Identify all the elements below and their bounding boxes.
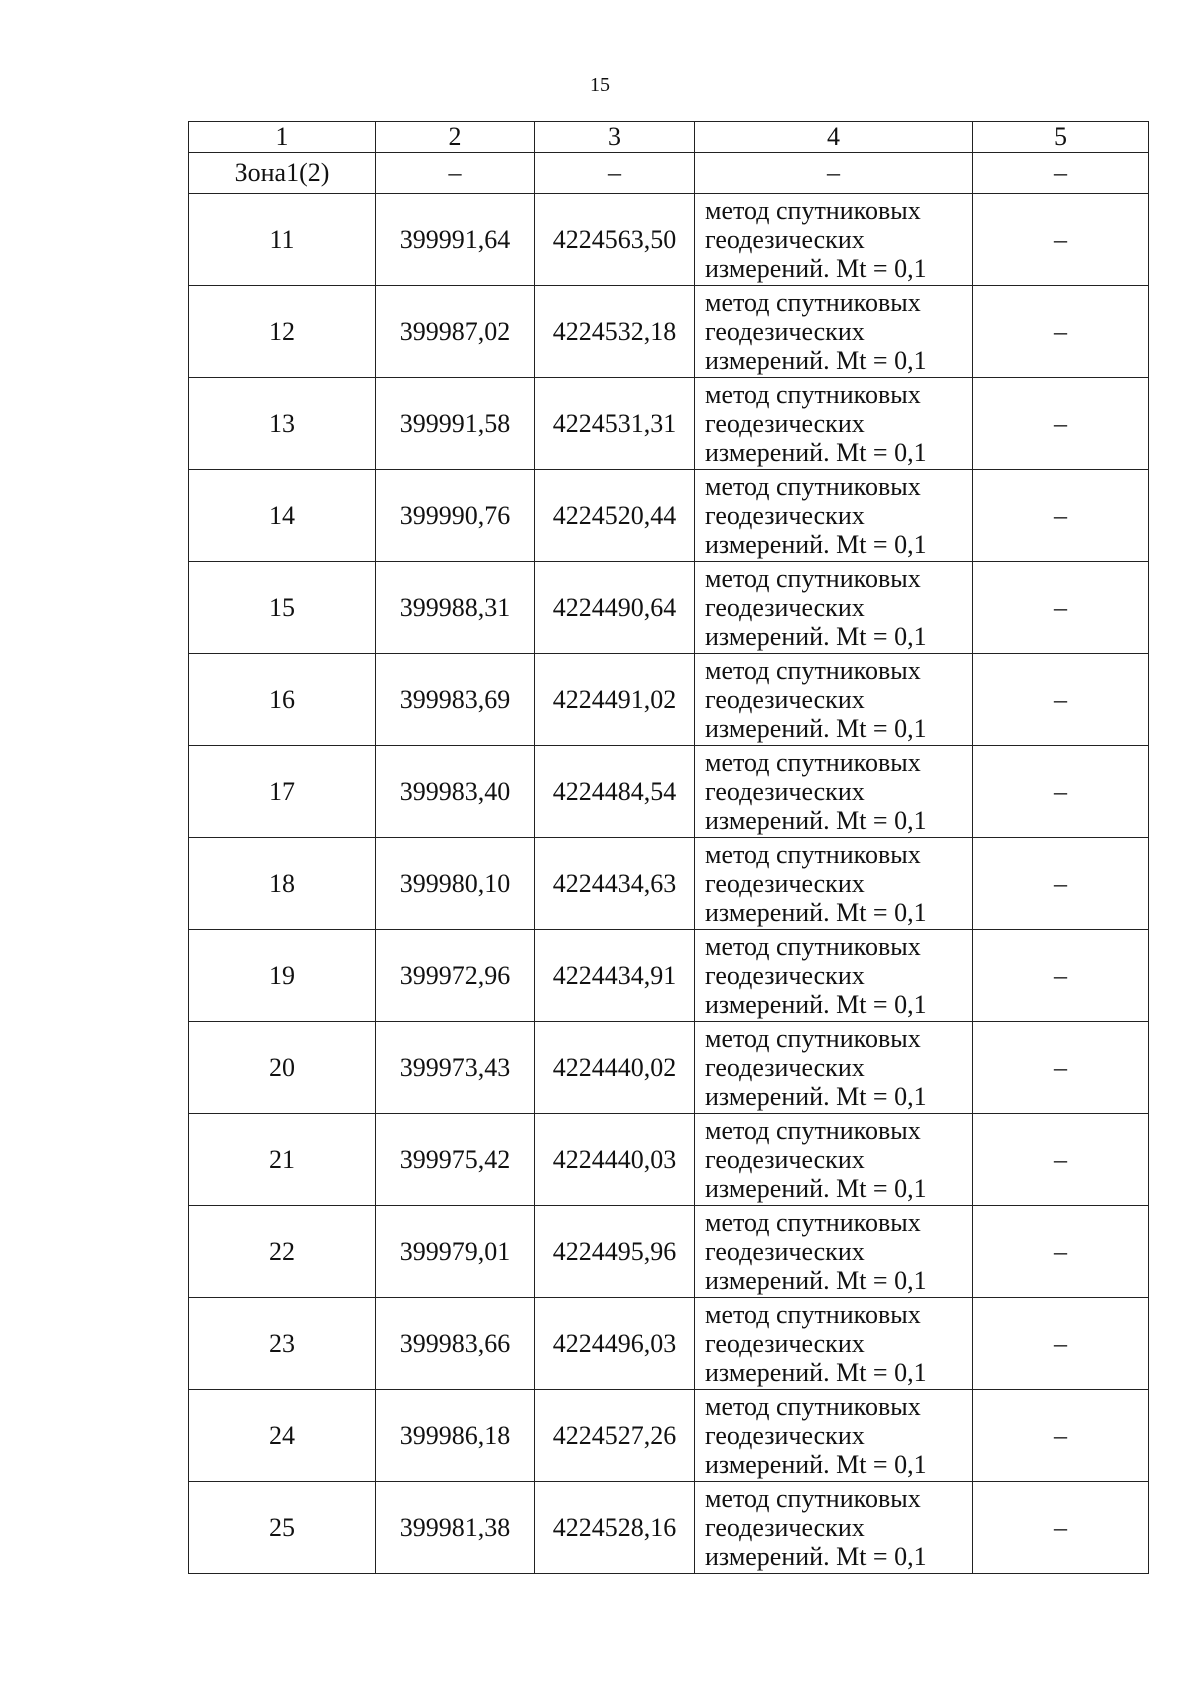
method-line: метод спутниковых [705,1208,921,1237]
description-cell: – [973,1390,1149,1482]
table-row [189,838,1149,930]
method-cell [695,194,973,286]
table-row [189,654,1149,746]
x-coordinate-cell: 399983,66 [376,1298,535,1390]
point-number-cell: 20 [189,1022,376,1114]
y-coordinate-cell: 4224484,54 [535,746,695,838]
y-coordinate-cell: 4224527,26 [535,1390,695,1482]
x-coordinate-cell: 399975,42 [376,1114,535,1206]
zone-cell: – [973,153,1149,194]
method-line: измерений. Mt = 0,1 [705,898,927,927]
method-line: измерений. Mt = 0,1 [705,990,927,1019]
x-coordinate-cell: 399972,96 [376,930,535,1022]
page-number: 15 [590,74,610,96]
method-cell [695,1390,973,1482]
y-coordinate-cell: 4224490,64 [535,562,695,654]
point-number-cell: 23 [189,1298,376,1390]
method-line: геодезических [705,1329,865,1358]
method-line: метод спутниковых [705,288,921,317]
method-line: метод спутниковых [705,1116,921,1145]
method-line: геодезических [705,1237,865,1266]
method-line: измерений. Mt = 0,1 [705,438,927,467]
description-cell: – [973,286,1149,378]
method-cell [695,654,973,746]
method-line: метод спутниковых [705,472,921,501]
y-coordinate-cell: 4224528,16 [535,1482,695,1574]
y-coordinate-cell: 4224440,03 [535,1114,695,1206]
point-number-cell: 24 [189,1390,376,1482]
x-coordinate-cell: 399981,38 [376,1482,535,1574]
point-number-cell: 18 [189,838,376,930]
method-line: метод спутниковых [705,1484,921,1513]
x-coordinate-cell: 399980,10 [376,838,535,930]
table-row [189,286,1149,378]
method-line: геодезических [705,317,865,346]
y-coordinate-cell: 4224563,50 [535,194,695,286]
x-coordinate-cell: 399979,01 [376,1206,535,1298]
table-row [189,194,1149,286]
zone-cell: – [376,153,535,194]
point-number-cell: 11 [189,194,376,286]
description-cell: – [973,562,1149,654]
x-coordinate-cell: 399988,31 [376,562,535,654]
y-coordinate-cell: 4224531,31 [535,378,695,470]
method-line: измерений. Mt = 0,1 [705,622,927,651]
method-cell [695,378,973,470]
method-line: метод спутниковых [705,1392,921,1421]
y-coordinate-cell: 4224496,03 [535,1298,695,1390]
method-line: геодезических [705,1513,865,1542]
table-row [189,378,1149,470]
description-cell: – [973,1022,1149,1114]
point-number-cell: 15 [189,562,376,654]
y-coordinate-cell: 4224491,02 [535,654,695,746]
table-row [189,470,1149,562]
table-row [189,1482,1149,1574]
method-line: геодезических [705,685,865,714]
point-number-cell: 21 [189,1114,376,1206]
method-line: измерений. Mt = 0,1 [705,1082,927,1111]
method-line: измерений. Mt = 0,1 [705,1174,927,1203]
y-coordinate-cell: 4224495,96 [535,1206,695,1298]
method-line: геодезических [705,593,865,622]
method-line: геодезических [705,777,865,806]
method-line: метод спутниковых [705,196,921,225]
method-line: геодезических [705,1053,865,1082]
table-row [189,1114,1149,1206]
zone-row [189,153,1149,194]
y-coordinate-cell: 4224434,63 [535,838,695,930]
method-line: геодезических [705,961,865,990]
table-row [189,562,1149,654]
method-cell [695,562,973,654]
method-line: геодезических [705,501,865,530]
method-line: измерений. Mt = 0,1 [705,254,927,283]
method-cell [695,1482,973,1574]
method-line: метод спутниковых [705,564,921,593]
header-cell: 1 [189,122,376,153]
description-cell: – [973,470,1149,562]
method-line: геодезических [705,1421,865,1450]
x-coordinate-cell: 399991,58 [376,378,535,470]
y-coordinate-cell: 4224440,02 [535,1022,695,1114]
method-line: метод спутниковых [705,1300,921,1329]
method-cell [695,1022,973,1114]
method-cell [695,746,973,838]
method-line: метод спутниковых [705,656,921,685]
description-cell: – [973,1206,1149,1298]
method-line: измерений. Mt = 0,1 [705,714,927,743]
method-line: метод спутниковых [705,380,921,409]
point-number-cell: 19 [189,930,376,1022]
header-cell: 3 [535,122,695,153]
description-cell: – [973,838,1149,930]
method-cell [695,1298,973,1390]
method-line: измерений. Mt = 0,1 [705,806,927,835]
point-number-cell: 13 [189,378,376,470]
y-coordinate-cell: 4224532,18 [535,286,695,378]
method-line: измерений. Mt = 0,1 [705,1450,927,1479]
header-cell: 2 [376,122,535,153]
x-coordinate-cell: 399986,18 [376,1390,535,1482]
table-row [189,1390,1149,1482]
method-line: измерений. Mt = 0,1 [705,346,927,375]
method-cell [695,930,973,1022]
method-cell [695,1206,973,1298]
point-number-cell: 17 [189,746,376,838]
method-line: геодезических [705,225,865,254]
description-cell: – [973,1114,1149,1206]
table-row [189,1298,1149,1390]
y-coordinate-cell: 4224520,44 [535,470,695,562]
description-cell: – [973,930,1149,1022]
point-number-cell: 14 [189,470,376,562]
method-line: метод спутниковых [705,932,921,961]
x-coordinate-cell: 399990,76 [376,470,535,562]
table-body [189,122,1149,1574]
table-row [189,1206,1149,1298]
zone-cell: – [695,153,973,194]
coordinates-table [188,121,1149,1574]
description-cell: – [973,378,1149,470]
method-line: метод спутниковых [705,748,921,777]
description-cell: – [973,746,1149,838]
method-line: измерений. Mt = 0,1 [705,1542,927,1571]
x-coordinate-cell: 399991,64 [376,194,535,286]
point-number-cell: 22 [189,1206,376,1298]
y-coordinate-cell: 4224434,91 [535,930,695,1022]
x-coordinate-cell: 399983,40 [376,746,535,838]
point-number-cell: 16 [189,654,376,746]
method-line: измерений. Mt = 0,1 [705,1358,927,1387]
method-line: измерений. Mt = 0,1 [705,530,927,559]
table-row [189,1022,1149,1114]
header-cell: 4 [695,122,973,153]
method-line: геодезических [705,409,865,438]
point-number-cell: 25 [189,1482,376,1574]
method-cell [695,286,973,378]
method-line: геодезических [705,869,865,898]
header-cell: 5 [973,122,1149,153]
method-cell [695,1114,973,1206]
method-line: измерений. Mt = 0,1 [705,1266,927,1295]
description-cell: – [973,194,1149,286]
method-cell [695,470,973,562]
table-row [189,746,1149,838]
x-coordinate-cell: 399987,02 [376,286,535,378]
table-row [189,930,1149,1022]
x-coordinate-cell: 399973,43 [376,1022,535,1114]
description-cell: – [973,1298,1149,1390]
zone-cell: – [535,153,695,194]
x-coordinate-cell: 399983,69 [376,654,535,746]
method-line: метод спутниковых [705,1024,921,1053]
zone-name-cell: Зона1(2) [189,153,376,194]
point-number-cell: 12 [189,286,376,378]
method-line: геодезических [705,1145,865,1174]
header-row [189,122,1149,153]
description-cell: – [973,1482,1149,1574]
description-cell: – [973,654,1149,746]
method-cell [695,838,973,930]
method-line: метод спутниковых [705,840,921,869]
